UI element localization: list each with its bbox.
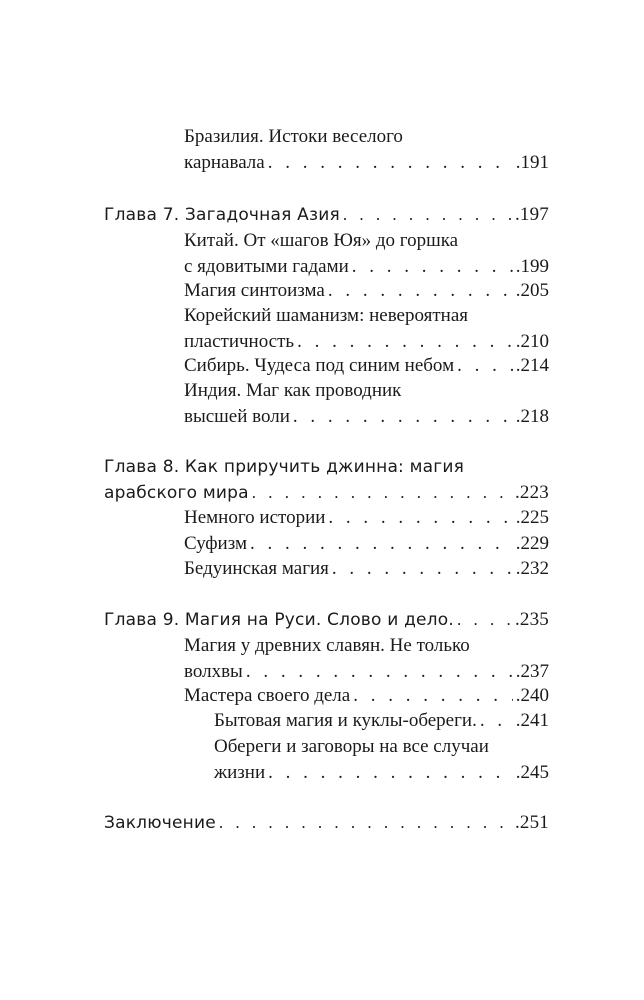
dot-leader [246, 659, 513, 685]
toc-entry-siberia[interactable] [184, 353, 549, 379]
toc-entry-title: пластичность [184, 331, 295, 352]
dot-leader [353, 683, 513, 709]
toc-entry-title: с ядовитыми гадами [184, 256, 349, 277]
toc-entry-chapter-8[interactable] [104, 454, 549, 506]
toc-entry-title: Бедуинская магия [184, 558, 329, 579]
toc-entry-conclusion[interactable] [104, 810, 549, 836]
toc-entry-title: Суфизм [184, 533, 247, 554]
page-number: .199 [515, 256, 549, 277]
toc-entry-title: Глава 9. Магия на Руси. Слово и дело. [104, 610, 454, 630]
toc-entry-title: Заключение [104, 813, 216, 833]
page-number: .229 [515, 533, 549, 554]
dot-leader [328, 278, 513, 304]
toc-entry-amulets[interactable] [214, 734, 549, 786]
page-number: .191 [515, 152, 549, 173]
dot-leader [332, 556, 513, 582]
toc-entry-title: высшей воли [184, 406, 290, 427]
dot-leader [457, 607, 512, 633]
page-number: .240 [515, 685, 549, 706]
page-number: .251 [514, 812, 549, 833]
dot-leader [250, 531, 513, 557]
toc-entry-title: Магия синтоизма [184, 280, 325, 301]
page-number: .235 [514, 609, 549, 630]
toc-entry-line: Бразилия. Истоки веселого [184, 126, 403, 147]
toc-entry-line: Магия у древних славян. Не только [184, 635, 470, 656]
toc-entry-line: Обереги и заговоры на все случаи [214, 736, 489, 757]
dot-leader [457, 353, 513, 379]
toc-entry-title: жизни [214, 762, 266, 783]
page-number: .197 [514, 204, 549, 225]
toc-entry-chapter-7[interactable] [104, 202, 549, 228]
toc-entry-masters[interactable] [184, 683, 549, 709]
dot-leader [252, 480, 512, 506]
dot-leader [219, 810, 512, 836]
dot-leader [293, 404, 513, 430]
page-number: .214 [515, 355, 549, 376]
page-number: .205 [515, 280, 549, 301]
page-number: .210 [515, 331, 549, 352]
dot-leader [268, 760, 513, 786]
page-number: .218 [515, 406, 549, 427]
page-number: .237 [515, 661, 549, 682]
toc-entry-title: карнавала [184, 152, 265, 173]
dot-leader [268, 150, 513, 176]
toc-entry-title: волхвы [184, 661, 243, 682]
toc-entry-chapter-9[interactable] [104, 607, 549, 633]
page-number: .241 [515, 710, 549, 731]
toc-entry-title: Бытовая магия и куклы-обереги. [214, 710, 477, 731]
toc-entry-korea[interactable] [184, 303, 549, 355]
page-number: .225 [515, 507, 549, 528]
dot-leader [352, 254, 513, 280]
toc-entry-title: Сибирь. Чудеса под синим небом [184, 355, 455, 376]
toc-entry-line: Корейский шаманизм: невероятная [184, 305, 469, 326]
toc-entry-brazil[interactable] [184, 124, 549, 176]
dot-leader [480, 708, 513, 734]
toc-entry-line: Глава 8. Как приручить джинна: магия [104, 457, 465, 477]
page-number: .232 [515, 558, 549, 579]
toc-entry-line: Китай. От «шагов Юя» до горшка [184, 230, 459, 251]
toc-entry-line: Индия. Маг как проводник [184, 380, 402, 401]
toc-entry-title: Глава 7. Загадочная Азия [104, 205, 340, 225]
toc-entry-slavs[interactable] [184, 633, 549, 685]
page-number: .223 [514, 482, 549, 503]
toc-entry-bedouin[interactable] [184, 556, 549, 582]
toc-entry-title: Немного истории [184, 507, 326, 528]
toc-entry-dolls[interactable] [214, 708, 549, 734]
toc-entry-india[interactable] [184, 378, 549, 430]
toc-entry-china[interactable] [184, 228, 549, 280]
toc-entry-history[interactable] [184, 505, 549, 531]
page-number: .245 [515, 762, 549, 783]
toc-entry-title: Мастера своего дела [184, 685, 351, 706]
dot-leader [297, 329, 513, 355]
dot-leader [328, 505, 512, 531]
toc-entry-shinto[interactable] [184, 278, 549, 304]
toc-entry-sufism[interactable] [184, 531, 549, 557]
dot-leader [343, 202, 512, 228]
toc-entry-title: арабского мира [104, 483, 249, 503]
